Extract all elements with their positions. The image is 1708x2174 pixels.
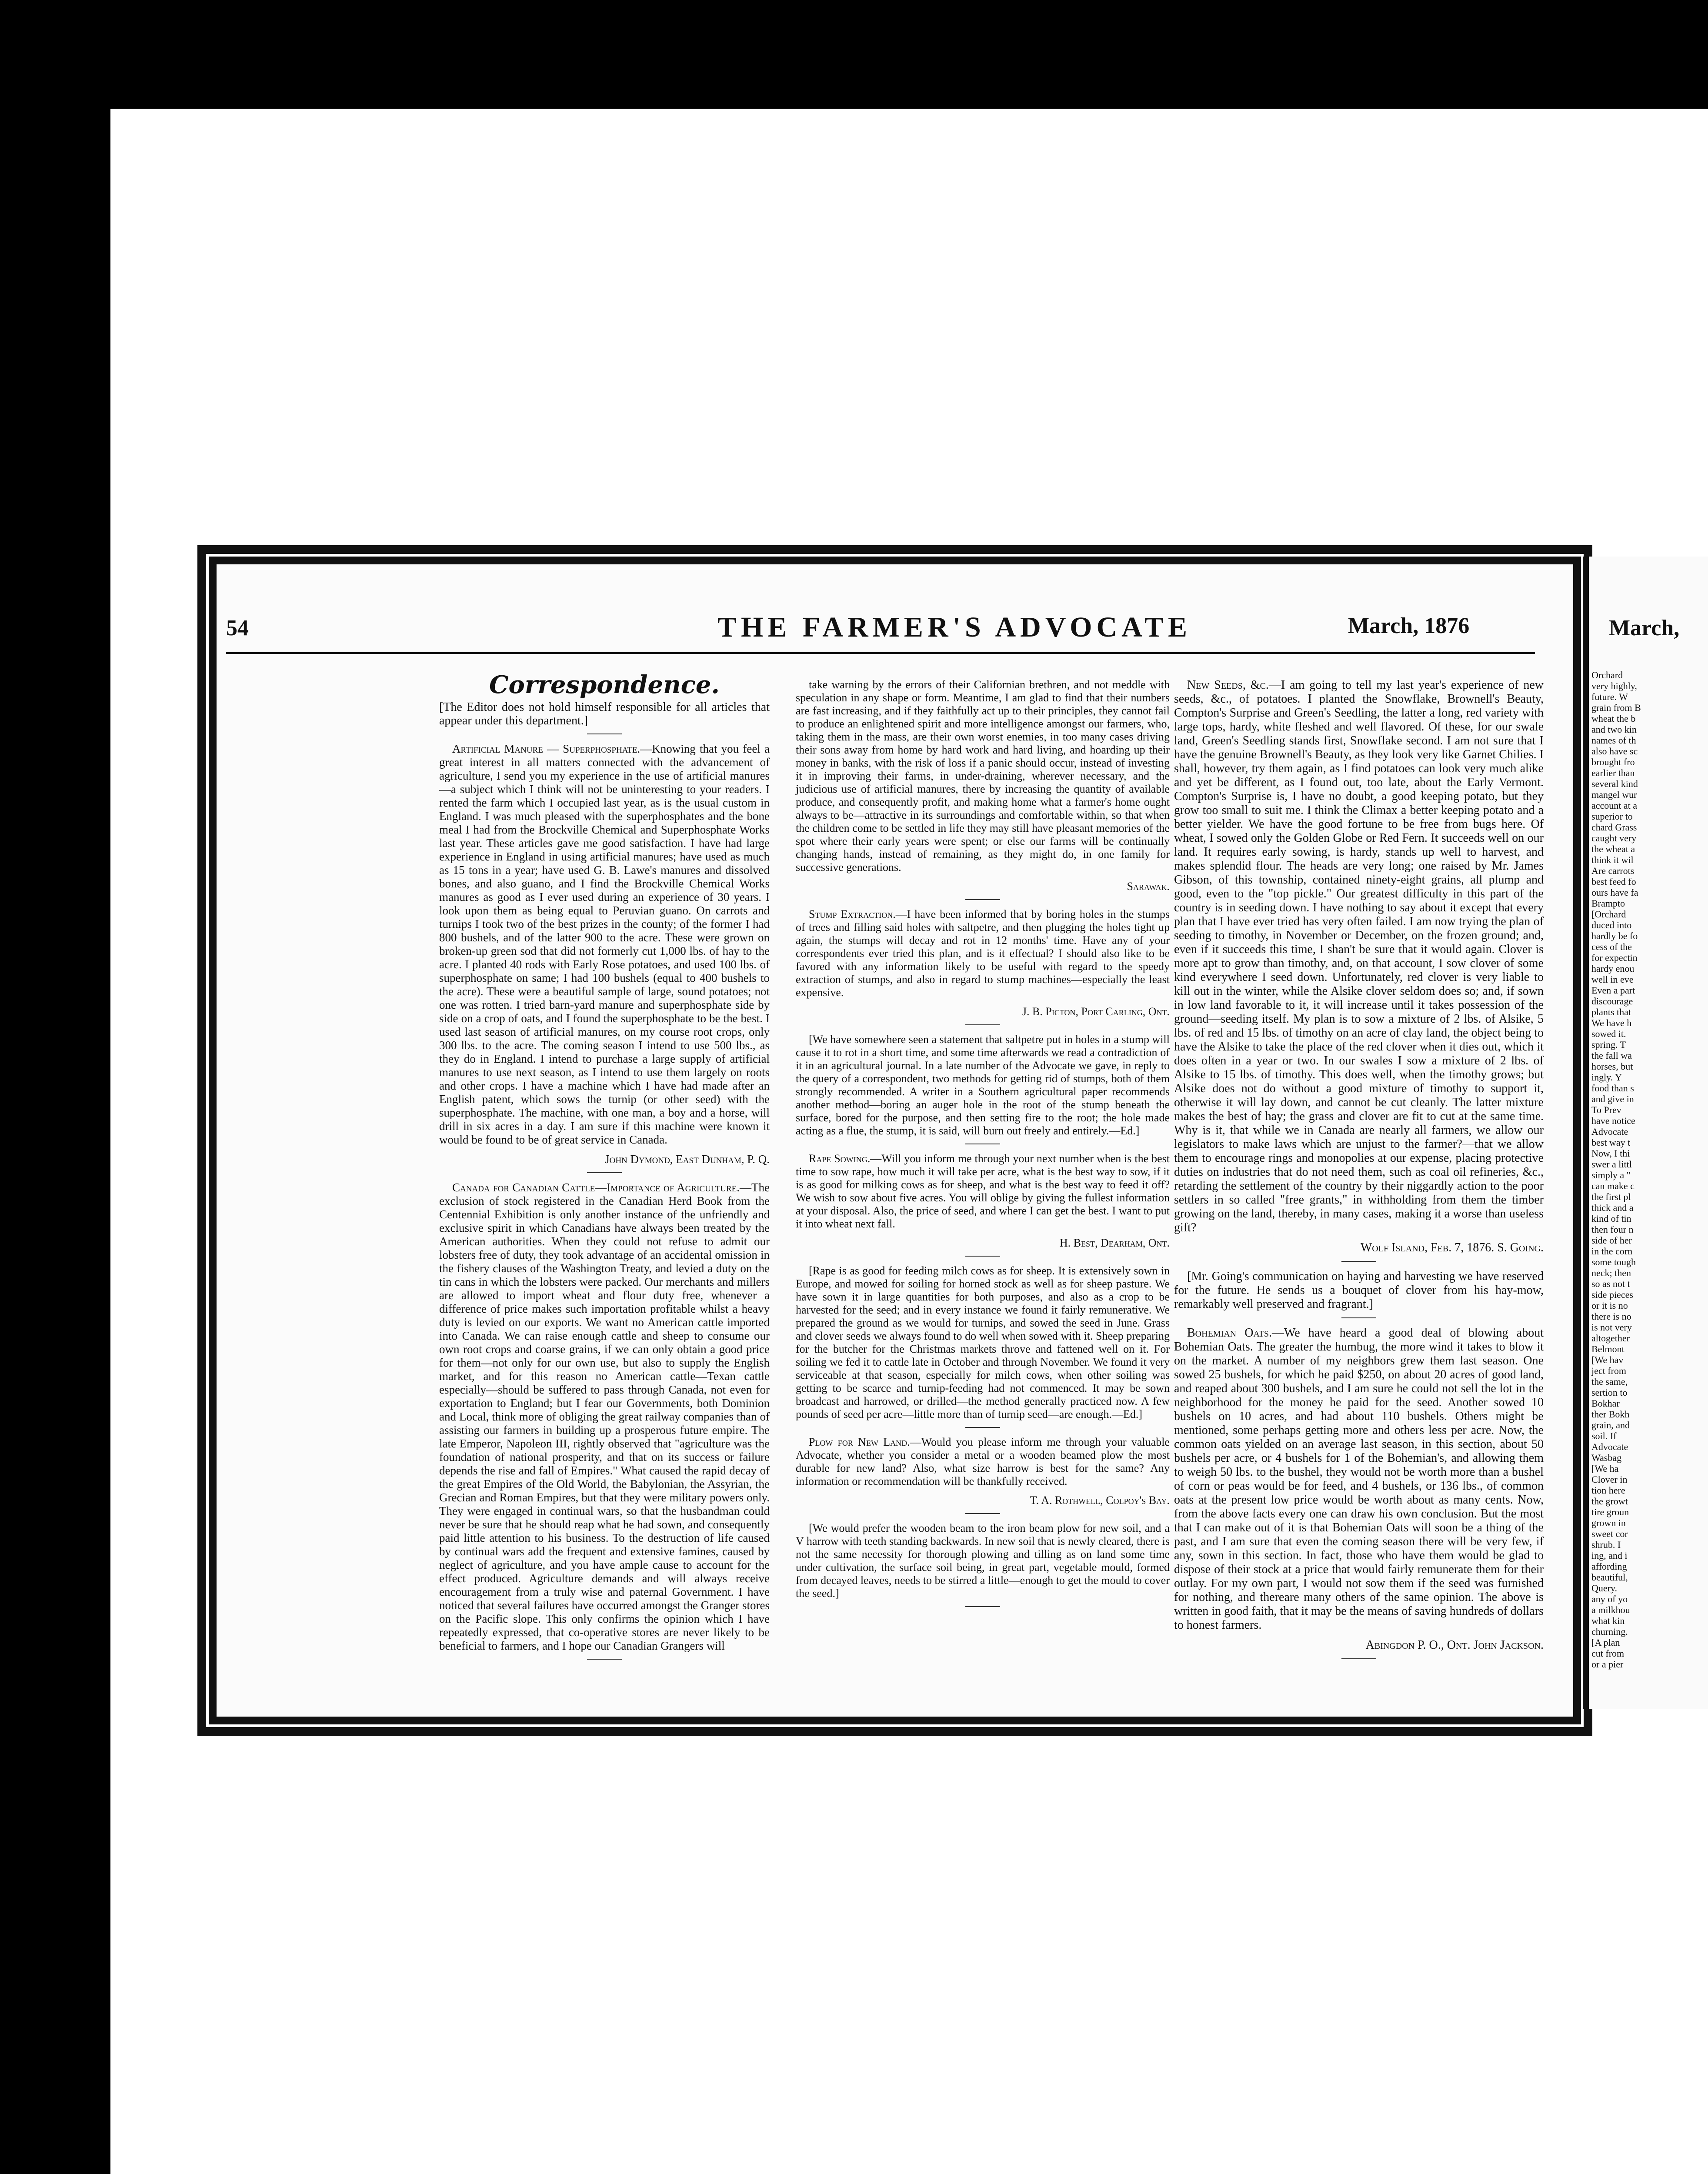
next-page-line: cut from [1591,1648,1625,1659]
article-paragraph [1174,1270,1544,1311]
section-heading: Correspondence. [489,670,720,699]
article-paragraph [796,1152,1170,1230]
next-page-line: any of yo [1591,1594,1628,1604]
next-page-line: thick and a [1591,1202,1634,1213]
next-page-line: Wasbag [1591,1452,1622,1463]
next-page-line: also have sc [1591,746,1638,757]
separator [965,1606,1000,1607]
separator [1341,1261,1376,1262]
next-page-line: Brampto [1591,898,1625,909]
next-page-line: [We ha [1591,1463,1619,1474]
column-3 [1174,678,1544,1667]
next-page-line: spring. T [1591,1039,1626,1050]
next-page-line: ingly. Y [1591,1072,1622,1083]
article-title: Rape Sowing.— [809,1152,882,1165]
next-page-line: for expectin [1591,952,1638,963]
next-page-line: hardy enou [1591,963,1635,974]
next-page-line: some tough [1591,1257,1636,1267]
article-body: take warning by the errors of their Californian brethren, and not meddle with speculation in any shape or form. Meantime, I am glad to find that their numbers are fast increasing, and if they faithfully act up to their principles, they cannot fail to produce an enlightened spirit and more intelligence amongst our farmers, who, taking them in the mass, are their own worst enemies, in too many cases driving their sons away from home by hard work and hard living, and hoarding up their money in banks, with the risk of loss if a panic should occur, instead of investing it in improving their farms, in under-draining, wherever necessary, and the judicious use of artificial manures, there by increasing the quantity of available produce, and consequently profit, and making home what a farmer's home ought always to be—attractive in its surroundings and comfortable within, so that when the children come to be settled in life they may still have pleasant memories of the spot where their early years were spent; or else our farms will be continually changing hands, instead of remaining, as they might do, in one family for successive generations. [796,678,1170,874]
next-page-line: affording [1591,1561,1627,1572]
column-2 [796,678,1170,1615]
next-page-line: cess of the [1591,941,1632,952]
next-page-line: chard Grass [1591,822,1637,833]
article-signature: T. A. Rothwell, Colpoy's Bay. [1030,1494,1170,1507]
article-paragraph [796,678,1170,874]
next-page-line: mangel wur [1591,789,1637,800]
next-page-line: caught very [1591,833,1637,844]
next-page-line: so as not t [1591,1278,1630,1289]
next-page-line: Advocate [1591,1126,1628,1137]
next-page-line: hardly be fo [1591,930,1638,941]
article-paragraph [796,1522,1170,1600]
article-paragraph [796,1033,1170,1137]
article-body: We have heard a good deal of blowing about Bohemian Oats. The greater the humbug, the more wind it takes to blow it on the market. A number of my neighbors grew them last season. One sowed 25 bushels, for which he paid $250, on about 20 acres of good land, and reaped about 300 bushels, and I am sure he could not sell the lot in the neighborhood for the money he paid for the seed. Another sowed 10 bushels on 10 acres, and had about 110 bushels. Others might be mentioned, some perhaps getting more and others less per acre. Now, the common oats yielded on an average last season, in this section, about 50 bushels per acre, or 4 bushels for 1 of the Bohemian's, and allowing them to weigh 50 lbs. to the bushel, they would not be worth more than a bushel of corn or peas would be for feed, and 4 bushels, or 136 lbs., of common oats at the present low price would be worth about as many cents. Now, from the above facts every one can draw his own conclusion. But the most that I can make out of it is that Bohemian Oats will soon be a thing of the past, and I am sure that even the coming season there will be very few, if any, sown in this section. In fact, those who have them would be glad to dispose of their stock at a price that would fairly remunerate them for their outlay. For my own part, I would not sow them if the seed was furnished for nothing, and thereare many others of the same opinion. The above is written in good faith, that it may be the means of saving hundreds of dollars to honest farmers. [1174,1326,1544,1632]
column-1-articles [439,742,770,1660]
column-1 [439,670,770,1667]
next-page-line: earlier than [1591,767,1635,778]
article-signature: Wolf Island, Feb. 7, 1876. S. Going. [1360,1241,1544,1254]
next-page-line: ours have fa [1591,887,1638,898]
next-page-line: the fall wa [1591,1050,1632,1061]
next-page-line: the growt [1591,1496,1628,1507]
column-3-articles [1174,678,1544,1659]
article-signature: J. B. Picton, Port Carling, Ont. [1022,1005,1170,1018]
next-page-line: neck; then [1591,1267,1631,1278]
next-page-line: side pieces [1591,1289,1633,1300]
next-page-line: sweet cor [1591,1528,1628,1539]
article-signature: Sarawak. [1127,880,1170,893]
next-page-line: Belmont [1591,1344,1625,1354]
next-page-line: To Prev [1591,1104,1621,1115]
next-page-line: well in eve [1591,974,1634,985]
next-page-line: Bokhar [1591,1398,1620,1409]
next-page-line: very highly, [1591,680,1637,691]
next-page-line: swer a littl [1591,1159,1632,1170]
next-page-line: altogether [1591,1333,1630,1344]
article-paragraph [1174,1326,1544,1632]
next-page-line: Are carrots [1591,865,1635,876]
separator [1341,1658,1376,1659]
separator [965,1513,1000,1514]
article-signature: Abingdon P. O., Ont. John Jackson. [1365,1638,1544,1652]
next-page-date: March, [1609,616,1680,640]
next-page-line: [Orchard [1591,909,1626,920]
separator [1341,1317,1376,1318]
next-page-line: soil. If [1591,1430,1617,1441]
next-page-line: ject from [1591,1365,1627,1376]
next-page-line: then four n [1591,1224,1634,1235]
next-page-line: superior to [1591,811,1633,822]
article-body: I have been informed that by boring holes in the stumps of trees and filling said holes with saltpetre, and then plugging the holes tight up again, the stumps will decay and rot in 12 months' time. Have any of your correspondents ever tried this plan, and is it effectual? I should also like to be favored with any information likely to be useful with regard to the speedy extraction of stumps, and also in regard to stump machines—especially the least expensive. [796,908,1170,999]
next-page-line: Advocate [1591,1441,1628,1452]
next-page-line: Now, I thi [1591,1148,1630,1159]
next-page-line: the wheat a [1591,844,1635,854]
next-page-line: food than s [1591,1083,1634,1094]
article-title: Stump Extraction.— [809,908,907,920]
column-2-articles [796,678,1170,1607]
article-body: The exclusion of stock registered in the Canadian Herd Book from the Centennial Exhibition is only another instance of the unfriendly and exclusive spirit in which Canadians have always been treated by the American authorities. When they could not refuse to admit our lobsters free of duty, they took advantage of an accidental omission in the fishery clauses of the Washington Treaty, and levied a duty on the tin cans in which the lobsters were packed. Our merchants and millers are allowed to import wheat and flour duty free, whenever a difference of price makes such importation profitable whilst a heavy duty is levied on our exports. We want no American cattle imported into Canada. We can raise enough cattle and sheep to consume our own root crops and coarse grains, if we can only obtain a good price for them—not only for our own use, but also to supply the English market, and for this reason no American cattle—Texan cattle especially—should be suffered to pass through Canada, not even for exportation to England; but I fear our Governments, both Dominion and Local, think more of obliging the great railway companies than of assisting our farmers in building up a prosperous future empire. The late Emperor, Napoleon III, rightly observed that "agriculture was the foundation of national prosperity, and that on its success or failure depends the rise and fall of Empires." What caused the rapid decay of the great Empires of the Old World, the Babylonian, the Assyrian, the Grecian and Roman Empires, but that they were military powers only. They were engaged in continual wars, so that the husbandman could never be sure that he should reap what he had sown, and consequently paid little attention to his business. To the destruction of life caused by continual wars add the frequent and extensive famines, caused by neglect of agriculture, and you have ample cause to account for the effect produced. Agriculture demands and will always receive encouragement from a truly wise and paternal Government. I have noticed that several failures have occurred amongst the Granger stores on the Pacific slope. This only confirms the opinion which I have repeatedly expressed, that co-operative stores are never likely to be beneficial to farmers, and I hope our Canadian Grangers will [439,1181,770,1652]
article-body: [Rape is as good for feeding milch cows as for sheep. It is extensively sown in Europe, and mowed for soiling for horned stock as well as for sheep pasture. We have sown it in large quantities for both purposes, and also as a crop to be harvested for the seed; and in every instance we found it fairly remunerative. We prepared the ground as we would for turnips, and sowed the seed in June. Grass and clover seeds we always found to do well when sowed with it. Sheep preparing for the butcher for the Christmas markets throve and fattened well on it. For soiling we fed it to cattle late in October and through November. We found it very serviceable at that season, especially for milch cows, when other soiling was getting to be scarce and turnip-feeding had not commenced. It may be sown broadcast and harrowed, or drilled—the method generally practiced now. A few pounds of seed per acre—little more than of turnip seed—are enough.—Ed.] [796,1264,1170,1420]
next-page-line: future. W [1591,691,1628,702]
next-page-line: several kind [1591,778,1638,789]
next-page-line: and give in [1591,1094,1634,1104]
header-rule [226,652,1535,654]
separator [587,1659,622,1660]
next-page-line: kind of tin [1591,1213,1631,1224]
article-body: [We would prefer the wooden beam to the iron beam plow for new soil, and a V harrow with teeth standing backwards. In new soil that is newly cleared, there is not the same necessity for thorough plowing and tilling as on land some time under cultivation, the surface soil being, in great part, vegetable mould, formed from decayed leaves, needs to be stirred a little—enough to get the mould to cover the seed.] [796,1522,1170,1600]
article-paragraph [439,742,770,1147]
next-page-line: tion here [1591,1485,1625,1496]
article-body: [Mr. Going's communication on haying and harvesting we have reserved for the future. He sends us a bouquet of clover from his hay-mow, remarkably well preserved and fragrant.] [1174,1270,1544,1311]
next-page-line: brought fro [1591,757,1635,767]
next-page-fragment [1591,670,1708,1670]
next-page-line: horses, but [1591,1061,1633,1072]
article-paragraph [796,1436,1170,1488]
article-body: I am going to tell my last year's experience of new seeds, &c., of potatoes. I planted the Snowflake, Brownell's Beauty, Compton's Surprise and Green's Seedling, the latter a long, red variety with large tops, hardy, white fleshed and well flavored. Of these, for our swale land, Green's Seedling stands first, Snowflake second. I am not sure that I have the genuine Brownell's Beauty, as they look very like Garnet Chilies. I shall, however, try them again, as I find potatoes can look very much alike and yet be different, as I found out, too late, about the Early Vermont. Compton's Surprise is, I have no doubt, a good keeping potato, but they grow too small to suit me. I think the Climax a better keeping potato and a better yielder. We have the good fortune to be free from bugs here. Of wheat, I sowed only the Golden Globe or Red Fern. It succeeds well on our land. It requires early sowing, is hardy, stands up well to harvest, and makes splendid flour. The heads are very long; one raised by Mr. James Gibson, of this township, contained ninety-eight grains, all plump and good, even to the "top pickle." Our greatest difficulty in this part of the country is in seeding down. I have nothing to say about it except that every plan that I have ever tried has very often failed. I am now trying the plan of seeding to timothy, in November or December, on the frozen ground; and, even if it succeeds this time, I shan't be sure that it would again. Clover is more apt to grow than timothy, and, on that account, I sow clover of some kind everywhere I seed down. Unfortunately, red clover is very liable to kill out in the winter, while the Alsike clover seldom does so; and, if sown in low land favorable to it, it will increase until it takes possession of the ground—seeding itself. My plan is to sow a mixture of 2 lbs. of Alsike, 5 lbs. of red and 15 lbs. of timothy on an acre of clay land, the object being to have the Alsike to take the place of the red clover when it dies out, which it does often in a year or two. In our swales I sow a mixture of 2 lbs. of Alsike to 15 lbs. of timothy. This does well, when the timothy grows; but Alsike does not do without a good mixture of timothy to support it, otherwise it will lay down, and cannot be cut cleanly. The latter mixture makes the best of hay; the grass and clover are fit to cut at the same time. Why is it, that while we in Canada are nearly all farmers, we allow our legislators to make laws which are unjust to the farmer?—that we allow them to encourage rings and monopolies at our expense, placing protective duties on industries that do not need them, such as coal oil refineries, &c., retarding the settlement of the country by their niggardly action to the poor settlers in so called "free grants," in withholding from them the timber growing on the land, thereby, in many cases, making it a worse than useless gift? [1174,678,1544,1234]
next-page-line: churning. [1591,1626,1628,1637]
next-page-line: discourage [1591,996,1633,1007]
next-page-line: sowed it. [1591,1028,1626,1039]
article-title: Canada for Canadian Cattle—Importance of Agriculture.— [452,1181,752,1194]
next-page-line: or it is no [1591,1300,1628,1311]
article-body: Knowing that you feel a great interest in all matters connected with the advancement of agriculture, I send you my experience in the use of artificial manures—a subject which I think will not be uninteresting to your readers. I rented the farm which I occupied last year, as is the usual custom in England. I was much pleased with the superphosphates and the bone meal I had from the Brockville Chemical and Superphosphate Works last year. These articles gave me good satisfaction. I have had large experience in England in using artificial manures; have used as much as 15 tons in a year; have used G. B. Lawe's manures and dissolved bones, and also guano, and I find the Brockville Chemical Works manures as good as I ever used during an experience of 30 years. I look upon them as being equal to Peruvian guano. On carrots and turnips I took two of the best prizes in the county; of the former I had 800 bushels, and of the latter 900 to the acre. These were grown on broken-up green sod that did not formerly cut 1,000 lbs. of hay to the acre. I planted 40 rods with Early Rose potatoes, and used 100 lbs. of superphosphate on same; I had 100 bushels (equal to 400 bushels to the acre). These were a beautiful sample of large, sound potatoes; not one was rotten. I tried barn-yard manure and superphosphate side by side on a crop of oats, and I found the superphosphate to be the best. I used last season of artificial manures, on my course root crops, only 300 lbs. to the acre. The coming season I intend to use 500 lbs., as they do in England. I intend to purchase a large supply of artificial manures to use next season, as I intend to use them largely on roots and other crops. I have a machine which I have had made after an English patent, which sows the turnip (or other seed) with the superphosphate. The machine, with one man, a boy and a horse, will drill in six acres in a day. I am sure if this machine were known it would be found to be of great service in Canada. [439,742,770,1146]
next-page-line: ing, and i [1591,1550,1628,1561]
article-body: Would you please inform me through your valuable Advocate, whether you consider a metal or a wooden beamed plow the most durable for new land? Also, what size harrow is best for the same? Any information or recommendation will be thankfully received. [796,1436,1170,1487]
next-page-line: grain, and [1591,1420,1630,1430]
next-page-line: best way t [1591,1137,1631,1148]
next-page-line: plants that [1591,1007,1631,1017]
article-signature: John Dymond, East Dunham, P. Q. [605,1153,770,1166]
next-page-line: tire groun [1591,1507,1629,1517]
next-page-line: shrub. I [1591,1539,1621,1550]
next-page-line: [We hav [1591,1354,1624,1365]
next-page-line: We have h [1591,1017,1632,1028]
next-page-line: beautiful, [1591,1572,1628,1583]
separator [965,1256,1000,1257]
next-page-line: side of her [1591,1235,1632,1246]
next-page-line: Clover in [1591,1474,1628,1485]
next-page-line: the first pl [1591,1191,1631,1202]
next-page-line: duced into [1591,920,1632,930]
page-number: 54 [226,616,249,640]
separator [965,1024,1000,1025]
next-page-line: what kin [1591,1615,1625,1626]
article-paragraph [439,1181,770,1653]
next-page-line: account at a [1591,800,1638,811]
separator [965,1427,1000,1428]
next-page-line: the same, [1591,1376,1628,1387]
article-title: New Seeds, &c.— [1187,678,1281,692]
next-page-line: best feed fo [1591,876,1636,887]
next-page-line: have notice [1591,1115,1635,1126]
next-page-line: grain from B [1591,702,1641,713]
next-page-line: grown in [1591,1517,1626,1528]
next-page-line: [A plan [1591,1637,1620,1648]
next-page-line: and two kin [1591,724,1637,735]
next-page-line: is not very [1591,1322,1632,1333]
next-page-line: Even a part [1591,985,1635,996]
next-page-line: or a pier [1591,1659,1624,1670]
editor-disclaimer: [The Editor does not hold himself responsible for all articles that appear under this department.] [439,700,770,727]
article-body: Will you inform me through your next number when is the best time to sow rape, how much it will take per acre, what is the best way to sow, if it is as good for milking cows as for sheep, and what is the best way to feed it off? We wish to sow about five acres. You will oblige by giving the fullest information at your disposal. Also, the price of seed, and where I can get the best. I want to put it into wheat next fall. [796,1152,1170,1230]
article-paragraph [796,908,1170,999]
masthead: THE FARMER'S ADVOCATE [717,611,1191,643]
next-page-line: wheat the b [1591,713,1636,724]
separator [587,1172,622,1173]
separator [965,899,1000,900]
next-page-line: can make c [1591,1180,1635,1191]
next-page-line: there is no [1591,1311,1631,1322]
next-page-line: a milkhou [1591,1604,1630,1615]
next-page-line: Query. [1591,1583,1618,1594]
next-page-line: think it wil [1591,854,1634,865]
article-paragraph [1174,678,1544,1235]
article-paragraph [796,1264,1170,1421]
article-title: Bohemian Oats.— [1187,1326,1284,1340]
article-body: [We have somewhere seen a statement that saltpetre put in holes in a stump will cause it to rot in a short time, and some time afterwards we read a contradiction of it in an agricultural journal. In a late number of the Advocate we gave, in reply to the query of a correspondent, two methods for getting rid of stumps, both of them strongly recommended. A writer in a Southern agricultural paper recommends another method—boring an auger hole in the root of the stump beneath the surface, bored for the purpose, and then setting fire to the root; the hole made acting as a flue, the stump, it is said, will burn out freely and entirely.—Ed.] [796,1033,1170,1137]
article-title: Artificial Manure — Superphosphate.— [452,742,652,755]
issue-date: March, 1876 [1348,614,1470,638]
next-page-line: ther Bokh [1591,1409,1630,1420]
article-title: Plow for New Land.— [809,1436,921,1448]
article-signature: H. Best, Dearham, Ont. [1059,1237,1170,1249]
next-page-line: simply a " [1591,1170,1631,1180]
next-page-line: names of th [1591,735,1636,746]
next-page-line: Orchard [1591,670,1623,680]
next-page-line: in the corn [1591,1246,1633,1257]
next-page-line: sertion to [1591,1387,1628,1398]
